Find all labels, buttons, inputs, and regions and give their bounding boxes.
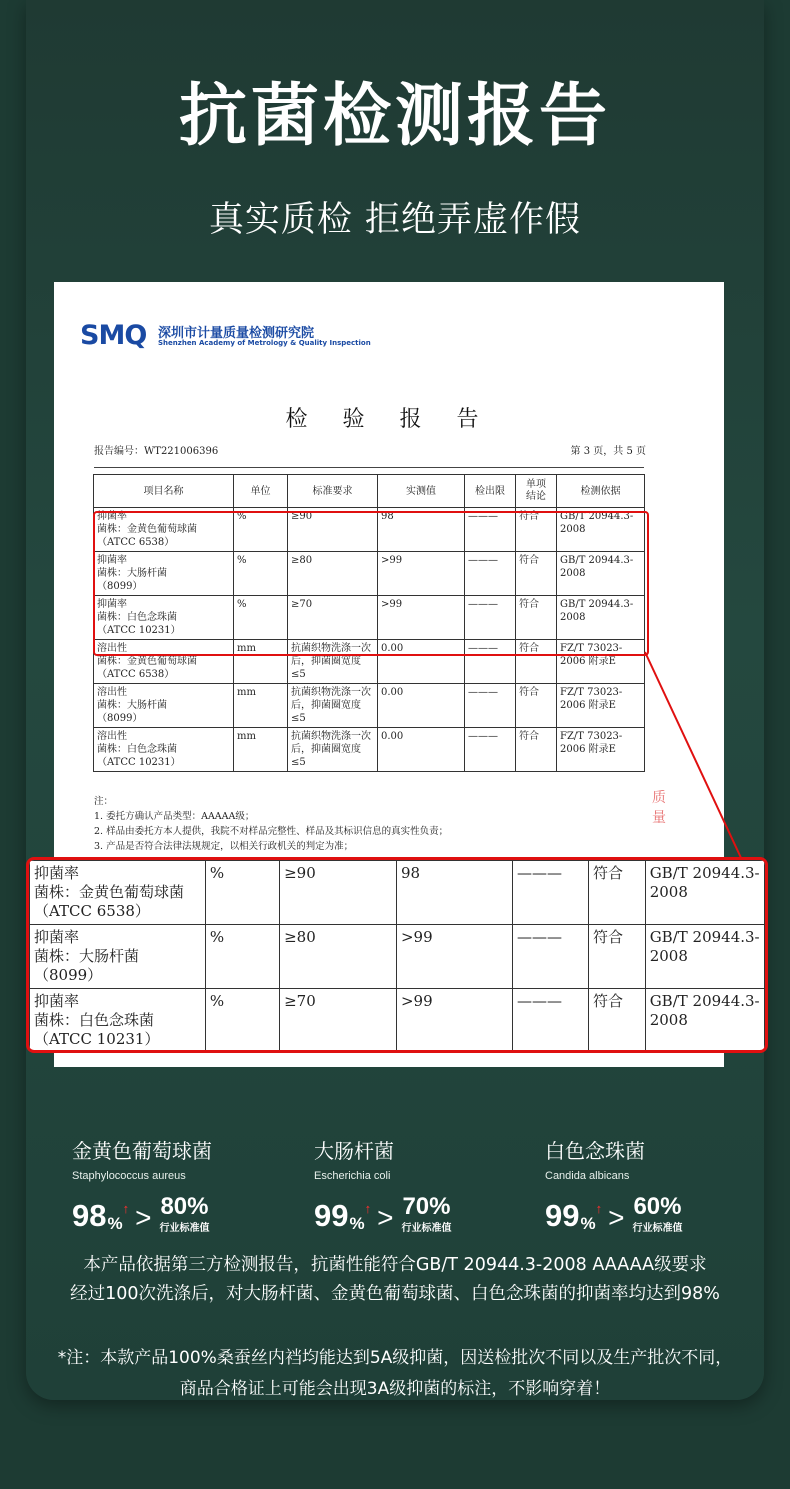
cell-line: 溶出性 <box>97 687 127 698</box>
stat-values <box>72 1193 212 1234</box>
standard-value: 60% <box>633 1193 682 1220</box>
cell-line: 菌株：金黄色葡萄球菌 <box>97 656 197 667</box>
standard-label: 行业标准值 <box>401 1223 452 1234</box>
cell-line: FZ/T 73023- <box>560 643 623 654</box>
stat-value: 98 <box>72 1198 107 1233</box>
cell-line: 抑菌率 <box>97 599 127 610</box>
stat-name-cn: 金黄色葡萄球菌 <box>72 1139 212 1163</box>
cell-basis <box>645 861 764 925</box>
cell-line: （8099） <box>97 713 143 724</box>
cell-measured: 98 <box>378 508 465 552</box>
cell-requirement: ≥90 <box>288 508 378 552</box>
description-line: 本产品依据第三方检测报告，抗菌性能符合GB/T 20944.3-2008 AAAAA级要求 <box>83 1255 707 1275</box>
cell-line: 2006 附录E <box>560 700 616 711</box>
cell-result: 符合 <box>516 596 557 640</box>
cell-limit: ——— <box>512 989 588 1053</box>
cell-line: 2008 <box>560 524 586 535</box>
cell-basis <box>645 989 764 1053</box>
up-arrow-icon: ↑ <box>595 1201 603 1216</box>
up-arrow-icon: ↑ <box>364 1201 372 1216</box>
cell-measured: >99 <box>378 596 465 640</box>
smq-logo: SMQ <box>80 320 147 351</box>
cell-unit: % <box>234 508 288 552</box>
cell-requirement: 抗菌织物洗涤一次后，抑菌圈宽度≤5 <box>288 728 378 772</box>
standard-value: 80% <box>160 1193 209 1220</box>
col-header: 单位 <box>234 475 288 508</box>
cell-line: 2008 <box>649 947 688 965</box>
report-title: 检 验 报 告 <box>285 407 493 432</box>
page-title: 抗菌检测报告 <box>178 77 611 156</box>
cell-requirement: ≥90 <box>280 861 397 925</box>
cell-line: 2008 <box>560 612 586 623</box>
cell-line: 菌株：白色念珠菌 <box>97 612 177 623</box>
cell-unit: mm <box>234 728 288 772</box>
cell-unit: % <box>205 925 279 989</box>
footnote-line: 商品合格证上可能会出现3A级抑菌的标注，不影响穿着！ <box>179 1379 611 1399</box>
cell-line: 2006 附录E <box>560 656 616 667</box>
zoomed-table-callout <box>26 857 768 1053</box>
cell-line: 溶出性 <box>97 731 127 742</box>
cell-line: GB/T 20944.3- <box>649 928 760 946</box>
industry-standard <box>401 1193 452 1234</box>
note-line: 2. 样品由委托方本人提供，我院不对样品完整性、样品及其标识信息的真实性负责； <box>94 826 449 837</box>
cell-limit: ——— <box>465 596 516 640</box>
cell-requirement: 抗菌织物洗涤一次后，抑菌圈宽度≤5 <box>288 684 378 728</box>
cell-result: 符合 <box>516 684 557 728</box>
note-line: 3. 产品是否符合法律法规规定，以相关行政机关的判定为准； <box>94 841 354 852</box>
cell-line: 抑菌率 <box>34 992 80 1010</box>
stat-name-en: Candida albicans <box>545 1170 630 1182</box>
stat-values <box>314 1193 452 1234</box>
cell-result: 符合 <box>516 552 557 596</box>
report-number: 报告编号：WT221006396 <box>94 446 219 457</box>
cell-result: 符合 <box>589 925 646 989</box>
cell-item-name <box>30 989 206 1053</box>
cell-measured: 98 <box>396 861 512 925</box>
stat-unit: % <box>349 1214 365 1233</box>
industry-standard <box>159 1193 210 1234</box>
cell-unit: mm <box>234 640 288 684</box>
stat-name-cn: 大肠杆菌 <box>314 1139 394 1163</box>
stat-ecoli <box>314 1135 451 1234</box>
cell-measured: >99 <box>396 925 512 989</box>
cell-unit: % <box>234 596 288 640</box>
cell-line: 菌株：大肠杆菌 <box>97 568 167 579</box>
cell-line: 溶出性 <box>97 643 127 654</box>
stat-value: 99 <box>545 1198 580 1233</box>
cell-limit: ——— <box>465 684 516 728</box>
cell-line: （8099） <box>34 966 103 984</box>
cell-line: 菌株：大肠杆菌 <box>97 700 167 711</box>
cell-line: （ATCC 6538） <box>97 537 175 548</box>
cell-line: 菌株：金黄色葡萄球菌 <box>97 524 197 535</box>
table-row <box>30 925 765 989</box>
col-header: 检出限 <box>465 475 516 508</box>
stat-name-en: Staphylococcus aureus <box>72 1170 186 1182</box>
cell-measured: >99 <box>378 552 465 596</box>
cell-limit: ——— <box>465 640 516 684</box>
cell-measured: 0.00 <box>378 640 465 684</box>
cell-result: 符合 <box>589 861 646 925</box>
cell-line: 2008 <box>649 1011 688 1029</box>
cell-line: FZ/T 73023- <box>560 687 623 698</box>
greater-than-sign: > <box>135 1202 152 1233</box>
cell-unit: % <box>205 989 279 1053</box>
stat-candida <box>545 1135 682 1234</box>
cell-measured: >99 <box>396 989 512 1053</box>
cell-unit: % <box>205 861 279 925</box>
cell-requirement: ≥70 <box>280 989 397 1053</box>
industry-standard <box>632 1193 683 1234</box>
cell-line: （ATCC 6538） <box>34 902 150 920</box>
institute-name-cn: 深圳市计量质量检测研究院 <box>158 326 315 341</box>
col-header: 实测值 <box>378 475 465 508</box>
standard-label: 行业标准值 <box>159 1223 210 1234</box>
cell-line: 2008 <box>560 568 586 579</box>
cell-limit: ——— <box>512 861 588 925</box>
page-subtitle: 真实质检 拒绝弄虚作假 <box>208 200 582 240</box>
cell-limit: ——— <box>465 728 516 772</box>
cell-line: GB/T 20944.3- <box>649 864 760 882</box>
page-info: 第 3 页，共 5 页 <box>570 446 646 457</box>
cell-line: 菌株：白色念珠菌 <box>34 1011 155 1029</box>
stat-unit: % <box>580 1214 596 1233</box>
cell-line: 抑菌率 <box>34 864 80 882</box>
cell-line: （ATCC 10231） <box>97 757 181 768</box>
footnote-line: *注：本款产品100%桑蚕丝内裆均能达到5A级抑菌，因送检批次不同以及生产批次不同， <box>57 1348 733 1368</box>
cell-requirement: ≥80 <box>288 552 378 596</box>
stat-value: 99 <box>314 1198 349 1233</box>
cell-unit: mm <box>234 684 288 728</box>
greater-than-sign: > <box>608 1202 625 1233</box>
note-line: 注： <box>94 796 114 807</box>
cell-line: 抑菌率 <box>97 555 127 566</box>
cell-limit: ——— <box>465 508 516 552</box>
standard-label: 行业标准值 <box>632 1223 683 1234</box>
cell-line: GB/T 20944.3- <box>560 599 634 610</box>
cell-unit: % <box>234 552 288 596</box>
col-header: 单项 结论 <box>516 475 557 508</box>
description-line: 经过100次洗涤后，对大肠杆菌、金黄色葡萄球菌、白色念珠菌的抑菌率均达到98% <box>70 1284 720 1304</box>
cell-measured: 0.00 <box>378 684 465 728</box>
cell-measured: 0.00 <box>378 728 465 772</box>
stat-name-en: Escherichia coli <box>314 1170 391 1182</box>
col-header: 标准要求 <box>288 475 378 508</box>
cell-line: （ATCC 10231） <box>34 1030 160 1048</box>
zoomed-table <box>29 860 765 1053</box>
cell-line: GB/T 20944.3- <box>560 511 634 522</box>
col-header: 项目名称 <box>94 475 234 508</box>
stat-staphylococcus <box>72 1135 212 1234</box>
cell-line: 2008 <box>649 883 688 901</box>
stat-values <box>545 1193 683 1234</box>
cell-result: 符合 <box>516 508 557 552</box>
stat-unit: % <box>107 1214 123 1233</box>
cell-limit: ——— <box>465 552 516 596</box>
cell-result: 符合 <box>516 640 557 684</box>
cell-line: 菌株：大肠杆菌 <box>34 947 140 965</box>
cell-item-name <box>30 861 206 925</box>
institute-name-en: Shenzhen Academy of Metrology & Quality Inspection <box>158 339 371 347</box>
cell-line: 2006 附录E <box>560 744 616 755</box>
cell-line: 抑菌率 <box>34 928 80 946</box>
cell-line: （8099） <box>97 581 143 592</box>
table-row <box>30 861 765 925</box>
col-header: 检测依据 <box>557 475 645 508</box>
cell-line: （ATCC 10231） <box>97 625 181 636</box>
cell-line: （ATCC 6538） <box>97 669 175 680</box>
up-arrow-icon: ↑ <box>122 1201 130 1216</box>
cell-result: 符合 <box>516 728 557 772</box>
cell-result: 符合 <box>589 989 646 1053</box>
stamp-text: 质量 <box>652 790 666 826</box>
cell-line: 菌株：金黄色葡萄球菌 <box>34 883 185 901</box>
cell-line: GB/T 20944.3- <box>649 992 760 1010</box>
cell-line: GB/T 20944.3- <box>560 555 634 566</box>
cell-limit: ——— <box>512 925 588 989</box>
greater-than-sign: > <box>377 1202 394 1233</box>
cell-item-name <box>30 925 206 989</box>
cell-line: 抑菌率 <box>97 511 127 522</box>
note-line: 1. 委托方确认产品类型：AAAAA级； <box>94 811 255 822</box>
cell-requirement: ≥80 <box>280 925 397 989</box>
cell-line: 菌株：白色念珠菌 <box>97 744 177 755</box>
cell-basis <box>645 925 764 989</box>
cell-requirement: ≥70 <box>288 596 378 640</box>
cell-requirement: 抗菌织物洗涤一次后，抑菌圈宽度≤5 <box>288 640 378 684</box>
stat-name-cn: 白色念珠菌 <box>545 1139 645 1163</box>
table-row <box>30 989 765 1053</box>
cell-line: FZ/T 73023- <box>560 731 623 742</box>
standard-value: 70% <box>402 1193 451 1220</box>
